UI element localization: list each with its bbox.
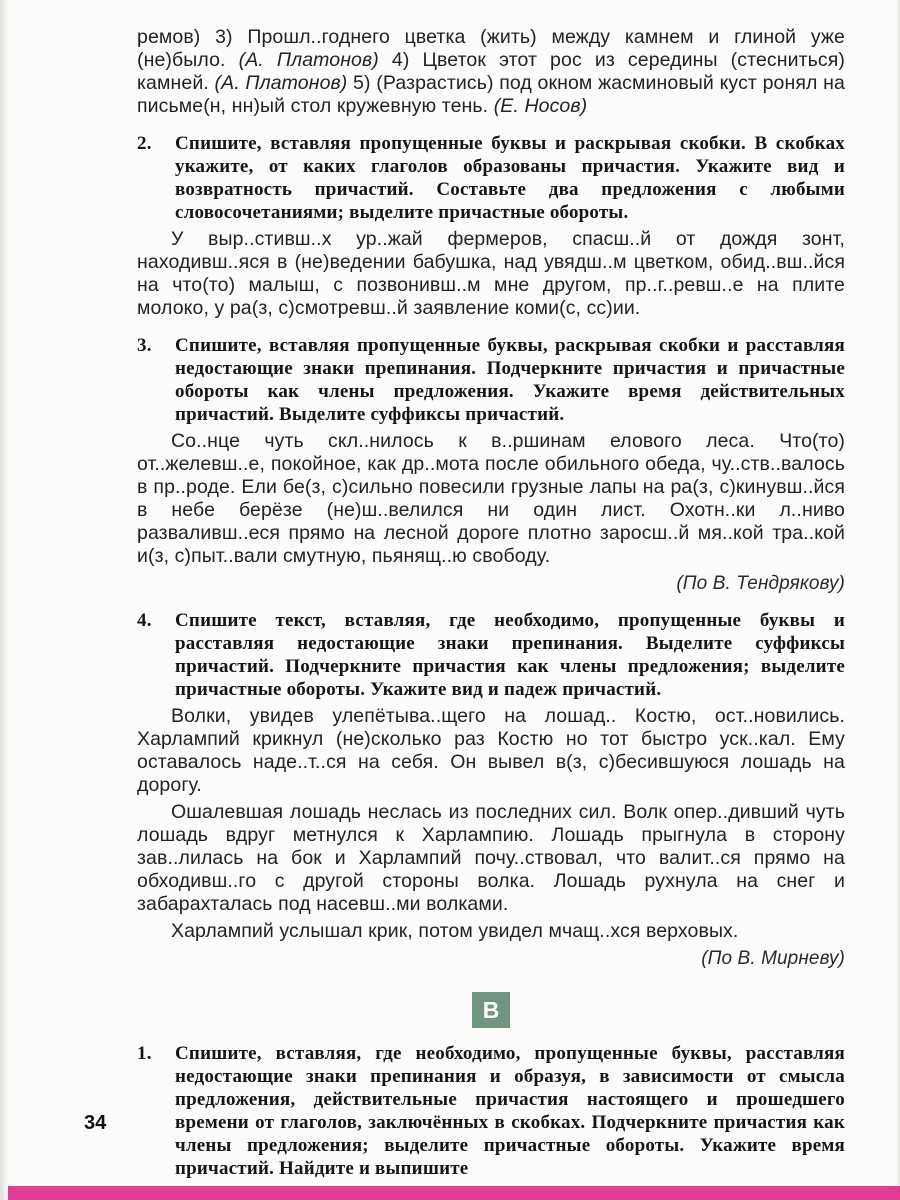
exercise-continuation-paragraph: ремов) 3) Прошл..годнего цветка (жить) между камнем и глиной уже (не)было. (А. Платонов) 4) Цветок этот рос из середины (стесниться) камней. (А. Платонов) 5) (Разрастись) под окном жасминовый куст ронял на письме(н, нн)ый стол кружевную тень. (Е. Носов): [137, 26, 845, 117]
exercise-body-paragraph: Со..нце чуть скл..нилось к в..ршинам елового леса. Что(то) от..желевш..е, покойное, как др..мота после обильного обеда, чу..ств..валось в пр..роде. Ели бе(з, с)сильно повесили грузные лапы на ра(з, с)кинувш..йся в небе берёзе (не)ш..велился ни один лист. Охотн..ки л..ниво разваливш..еся прямо на лесной дороге плотно заросш..й мя..кой тра..кой и(з, с)пыт..вали смутную, пьянящ..ю свободу.: [137, 430, 845, 567]
exercise-body-paragraph: Харлампий услышал крик, потом увидел мчащ..хся верховых.: [171, 920, 739, 942]
exercise-4-block: [137, 609, 845, 970]
exercise-task-text: Спишите, вставляя пропущенные буквы и раскрывая скобки. В скобках укажите, от каких глаголов образованы причастия. Укажите вид и возвратность причастий. Составьте два предложения с любыми словосочетаниями; выделите причастные обороты.: [175, 133, 845, 223]
exercise-body-paragraph: Ошалевшая лошадь неслась из последних сил. Волк опер..дивший чуть лошадь вдруг метнулся к Харлампию. Лошадь прыгнула в сторону зав..лилась на бок и Харлампий почу..ствовал, что валит..ся прямо на обходивш..го с другой стороны волка. Лошадь рухнула на снег и забарахталась под насевш..ми волками.: [137, 801, 845, 915]
exercise-3-task: [137, 334, 845, 426]
exercise-number: 2.: [137, 133, 152, 154]
book-cover-edge-strip: [8, 1186, 900, 1200]
exercise-number: 4.: [137, 610, 152, 631]
exercise-2-task: [137, 132, 845, 224]
section-b-badge: В: [472, 992, 510, 1028]
exercise-task-text: Спишите, вставляя, где необходимо, пропущенные буквы, расставляя недостающие знаки препинания и образуя, в зависимости от смысла предложения, действительные причастия настоящего и прошедшего времени от глаголов, заключённых в скобках. Подчеркните причастия как члены предложения; выделите причастные обороты. Укажите время причастий. Найдите и выпишите: [175, 1043, 845, 1179]
photo-right-page-edge: [895, 0, 900, 1200]
exercise-4-task: [137, 609, 845, 701]
section-b-exercise-1-task: [137, 1042, 845, 1180]
photo-left-page-edge: [0, 0, 9, 1200]
attribution: (По В. Тендрякову): [676, 573, 845, 594]
exercise-body-paragraph: У выр..стивш..х ур..жай фермеров, спасш..й от дождя зонт, находивш..яся в (не)ведении бабушка, над увядш..м цветком, обид..вш..йся на что(то) малыш, с позвонивш..м мне другом, пр..г..ревш..е на плите молоко, у ра(з, с)смотревш..й заявление коми(с, сс)ии.: [137, 228, 845, 319]
attribution: (По В. Мирневу): [701, 948, 845, 969]
exercise-task-text: Спишите, вставляя пропущенные буквы, раскрывая скобки и расставляя недостающие знаки препинания. Подчеркните причастия и причастные обороты как члены предложения. Укажите время действительных причастий. Выделите суффиксы причастий.: [175, 335, 845, 425]
exercise-3-block: [137, 334, 845, 595]
section-b-divider: [137, 992, 845, 1028]
page-number: 34: [84, 1112, 107, 1134]
exercise-number: 3.: [137, 335, 152, 356]
exercise-2-block: [137, 132, 845, 320]
exercise-body-paragraph: Волки, увидев улепётыва..щего на лошад.. Костю, ост..новились. Харлампий крикнул (не)сколько раз Костю но тот быстро уск..кал. Ему оставалось наде..т..ся на себя. Он вывел в(з, с)бесившуюся лошадь на дорогу.: [137, 705, 845, 796]
exercise-number: 1.: [137, 1043, 152, 1064]
exercise-task-text: Спишите текст, вставляя, где необходимо, пропущенные буквы и расставляя недостающие знаки препинания. Выделите суффиксы причастий. Подчеркните причастия как члены предложения; выделите причастные обороты. Укажите вид и падеж причастий.: [175, 610, 845, 700]
section-b-exercise-1-block: [137, 1042, 845, 1180]
